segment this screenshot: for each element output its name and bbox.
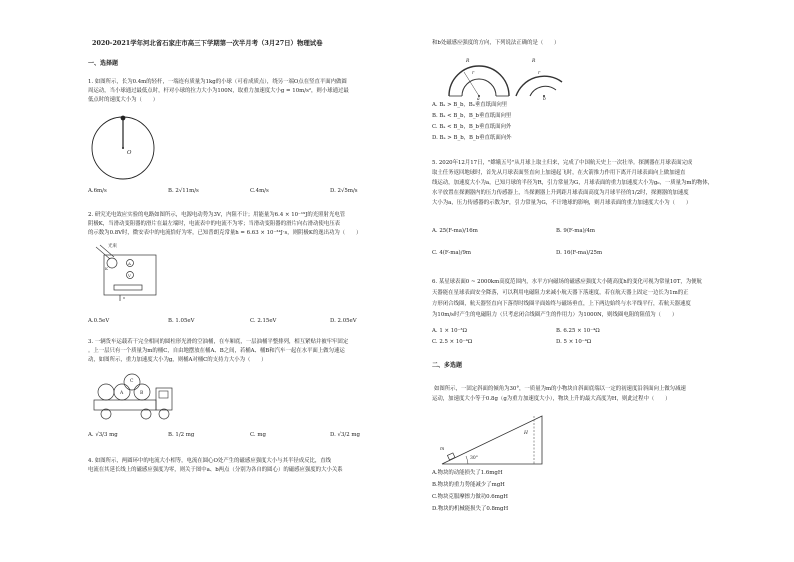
q3-line-1: 3. 一辆货车运载若干完全相同的圆柱形光滑的空油桶，在车厢底，一层油桶平整排列，相互紧贴并被牢牢固定 (88, 339, 349, 345)
q6-option-d[interactable]: D. 5 × 10⁻⁴Ω (556, 339, 592, 345)
q2-option-a[interactable]: A.0.5eV (88, 318, 110, 324)
svg-text:A: A (128, 261, 131, 266)
q2-line-1: 2. 研究光电效应实验的电路如图所示，电源电动势为3V，内阻不计；用能量为6.4 × 10⁻¹⁹J的光照射光电管 (88, 212, 346, 218)
q7-label-m: m (440, 447, 445, 452)
q5-line-1: 5. 2020年12月17日，"嫦娥五号"从月球上取土归来，完成了中国航天史上一次壮举。探测器在月球表面完成 (432, 160, 693, 166)
q3-option-c[interactable]: C. mg (250, 432, 266, 438)
svg-text:K: K (105, 266, 108, 271)
q6-line-2: 天器能在星球表面安全降落，可以利用电磁阻力来减小航天器下落速度，若在航天器上固定一边长为1m的正 (432, 290, 689, 296)
q4-label-r2: R (532, 59, 536, 64)
q5-line-3: 线运动，加速度大小为a，已知月球的半径为R，引力常量为G，月球表面的重力加速度大小为g₀，一质量为m的物体， (432, 180, 714, 186)
q4-label-r1: R (466, 59, 470, 64)
q4-rings-figure (444, 52, 564, 102)
q1-line-2: 周运动，当小球通过最低点时，杆对小球的拉力大小为100N，取重力加速度大小g = 10m/s²，则小球通过最 (88, 88, 349, 94)
section-heading-single: 一、选择题 (88, 60, 119, 67)
q2-line-3: 的示数为0.8V时，微安表中的电流恰好为零，已知普朗克常量h = 6.63 × 10⁻³⁴J·s，则阴极K的逸出功为（ ） (88, 230, 362, 236)
q1-fig-label-o: O (127, 150, 132, 156)
q3-truck-figure (92, 370, 176, 422)
q1-option-b[interactable]: B. 2√11m/s (168, 188, 199, 194)
section-heading-multi: 二、多选题 (432, 362, 463, 369)
q2-line-2: 阴极K，当滑动变阻器的滑片在最左端时，电流表中的电流不为零；当滑动变阻器的滑片向右滑动使电压表 (88, 221, 340, 227)
q1-option-d[interactable]: D. 2√5m/s (330, 188, 358, 194)
q7-label-h: H (524, 431, 528, 436)
q5-line-2: 取土任务返回地球时，首先从月球表面竖直向上加速起飞时，在火箭推力作用下离开月球表面向上做加速直 (432, 170, 686, 176)
q7-option-c[interactable]: C.物块克服摩擦力做功0.6mgH (432, 494, 508, 500)
q2-option-c[interactable]: C. 2.15eV (250, 318, 277, 324)
q2-fig-label-beam: 光束 (108, 244, 117, 249)
q3-option-b[interactable]: B. 1/2 mg (168, 432, 195, 438)
q4-continued-line: 和b处磁感应强度的方向，下列说法正确的是（ ） (432, 40, 560, 46)
q2-option-b[interactable]: B. 1.05eV (168, 318, 195, 324)
q5-line-4: 水平放置在探测器内的压力传感器上，当探测器上升到距月球表面高度为月球半径的1/2时，探测器的加速度 (432, 190, 689, 196)
q5-option-a[interactable]: A. 25(F-ma)/16m (432, 228, 478, 234)
q4-option-d[interactable]: D. Bₐ > B_b，B_b垂直纸面向外 (432, 135, 512, 141)
q5-option-c[interactable]: C. 4(F-ma)/9m (432, 250, 471, 256)
q6-option-b[interactable]: B. 6.25 × 10⁻⁴Ω (556, 328, 600, 334)
q3-option-a[interactable]: A. √3/3 mg (88, 432, 118, 438)
q5-line-5: 大小为a，压力传感器的示数为F，引力常量为G，不计地球的影响，则月球表面的重力加速度大小为（ ） (432, 200, 692, 206)
q6-line-1: 6. 某星球表面0 ~ 2000km高度范围内，水平方向磁场的磁感应强度大小随高度h的变化可视为常量10T，为便航 (432, 279, 702, 285)
q1-line-3: 低点时的速度大小为（ ） (88, 97, 159, 103)
q6-line-4: 为10m/s时产生的电磁阻力（只考虑闭合线圈产生的作用力）为1000N，则线圈电阻的阻值为（ ） (432, 312, 678, 318)
q3-line-2: 。上一层只有一个质量为m的桶C，自由地摆放在桶A、B之间，若桶A、桶B和汽车一起在水平面上做匀速运 (88, 348, 345, 354)
svg-text:V: V (128, 273, 131, 278)
q4-option-b[interactable]: B. Bₐ < B_b，B_b垂直纸面向里 (432, 113, 512, 119)
q4-label-r-small-1: r (472, 71, 475, 76)
q1-option-a[interactable]: A.6m/s (88, 188, 107, 194)
q2-option-d[interactable]: D. 2.05eV (330, 318, 357, 324)
q6-line-3: 方形闭合线圈，航天器竖直向下落得时线圈平面始终与磁场垂直，上下两边始终与水平线平行，若航天器速度 (432, 301, 691, 307)
q5-option-b[interactable]: B. 9(F-ma)/4m (556, 228, 596, 234)
q4-line-2: 电流在其延长线上的磁感应强度为零，则关于图中a、b两点（分别为各自的圆心）的磁感应强度的大小关系 (88, 467, 343, 473)
q4-label-r-small-2: r (538, 71, 541, 76)
q1-option-c[interactable]: C.4m/s (250, 188, 269, 194)
q7-option-a[interactable]: A.物块的动能损失了1.6mgH (432, 470, 503, 476)
q7-option-b[interactable]: B.物块的重力势能减少了mgH (432, 482, 505, 488)
q4-line-1: 4. 如图所示，两圆环中的电流大小相等，电流在圆心O处产生的磁感应强度大小与其半径成反比，直线 (88, 458, 332, 464)
q1-line-1: 1. 如图所示，长为0.4m的轻杆，一端连有质量为1kg的小球（可看成质点），绕另一端O点在竖直平面内做圆 (88, 79, 347, 85)
q6-option-c[interactable]: C. 2.5 × 10⁻⁴Ω (432, 339, 473, 345)
q3-line-3: 动，如图所示，重力加速度大小为g，则桶A对桶C的支持力大小为（ ） (88, 357, 267, 363)
q7-option-d[interactable]: D.物块的机械能损失了0.8mgH (432, 506, 509, 512)
q3-label-c: C (130, 379, 134, 384)
q7-label-angle: 30° (470, 456, 478, 461)
q6-option-a[interactable]: A. 1 × 10⁻³Ω (432, 328, 468, 334)
page-title: 2020-2021学年河北省石家庄市高三下学期第一次半月考（3月27日）物理试卷 (92, 39, 323, 47)
q7-incline-figure (438, 408, 548, 468)
q5-option-d[interactable]: D. 16(F-ma)/25m (556, 250, 603, 256)
q4-option-c[interactable]: C. Bₐ < B_b，B_b垂直纸面向外 (432, 124, 512, 130)
q3-label-b: B (140, 391, 144, 396)
q4-option-a[interactable]: A. Bₐ > B_b，Bₐ垂直纸面向里 (432, 102, 508, 108)
q1-circle-figure (88, 112, 158, 182)
q4-label-b: b (543, 97, 546, 102)
q2-circuit-figure (90, 243, 168, 305)
q4-label-a: a (477, 97, 480, 102)
q7-line-2: 运动，加速度大小等于0.8g（g为重力加速度大小），物块上升的最大高度为H，则此过程中（ ） (432, 396, 671, 402)
q3-option-d[interactable]: D. √3/2 mg (330, 432, 360, 438)
q3-label-a: A (120, 391, 124, 396)
q7-line-1: 如图所示，一固定斜面的倾角为30°，一质量为m的小物块自斜面底端以一定的初速度沿斜面向上做匀减速 (434, 386, 686, 392)
